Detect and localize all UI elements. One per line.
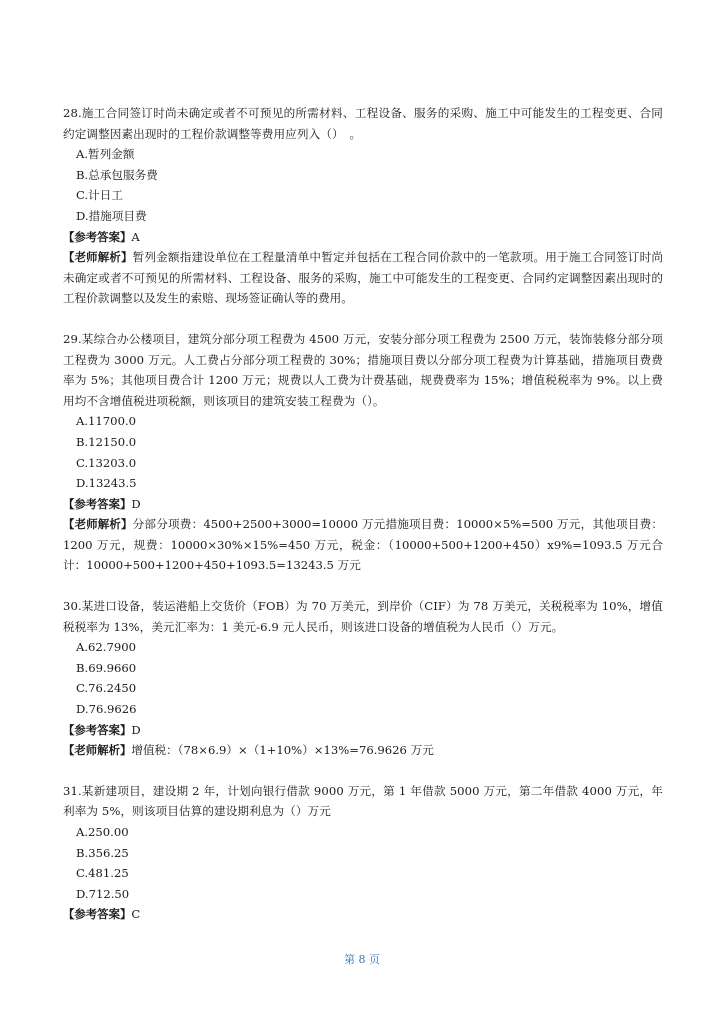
option-c: C.计日工	[76, 188, 123, 203]
option-d: D.措施项目费	[76, 208, 147, 223]
question-stem: 31.某新建项目，建设期 2 年，计划向银行借款 9000 万元，第 1 年借款 5000 万元，第二年借款 4000 万元，年利率为 5%，则该项目估算的建设期利息为（）万元	[63, 783, 663, 819]
reference-answer	[63, 904, 663, 925]
document-body	[63, 103, 663, 925]
option-list	[63, 144, 663, 226]
analysis-label: 【老师解析】	[63, 517, 133, 532]
answer-value: C	[131, 907, 141, 922]
option-b: B.356.25	[76, 845, 129, 860]
option-a: A.11700.0	[76, 414, 137, 429]
analysis-label: 【老师解析】	[63, 250, 133, 265]
analysis-text: 分部分项费：4500+2500+3000=10000 万元措施项目费：10000×5%=500 万元，其他项目费：1200 万元，规费：10000×30%×15%=450 万元，税金：（10000+500+1200+450）x9%=1093.5 万元合计：10000+500+1200+450+1093.5=13243.5 万元	[63, 517, 663, 573]
answer-value: D	[131, 722, 141, 737]
reference-answer	[63, 720, 663, 741]
page-number: 第 8 页	[344, 953, 380, 966]
option-a: A.暂列金额	[76, 147, 135, 162]
reference-answer	[63, 227, 663, 248]
question-stem: 29.某综合办公楼项目，建筑分部分项工程费为 4500 万元，安装分部分项工程费为 2500 万元，装饰装修分部分项工程费为 3000 万元。人工费占分部分项工程费的 30%；措施项目费以分部分项工程费为计算基础，措施项目费费率为 5%；其他项目费合计 1200 万元；规费以人工费为计费基础，规费费率为 15%；增值税税率为 9%。以上费用均不含增值税进项税额，则该项目的建筑安装工程费为（）。	[63, 331, 663, 408]
question-28	[63, 103, 663, 309]
answer-label: 【参考答案】	[63, 907, 132, 922]
option-b: B.总承包服务费	[76, 167, 158, 182]
analysis-text: 增值税：（78×6.9）×（1+10%）×13%=76.9626 万元	[131, 743, 434, 758]
teacher-analysis	[63, 514, 663, 576]
question-stem: 28.施工合同签订时尚未确定或者不可预见的所需材料、工程设备、服务的采购、施工中可能发生的工程变更、合同约定调整因素出现时的工程价款调整等费用应列入（） 。	[63, 106, 663, 141]
teacher-analysis	[63, 740, 663, 761]
question-30	[63, 596, 663, 761]
option-a: A.62.7900	[76, 640, 137, 655]
answer-label: 【参考答案】	[63, 722, 132, 737]
option-b: B.12150.0	[76, 434, 137, 449]
option-list	[63, 822, 663, 904]
teacher-analysis	[63, 247, 663, 309]
answer-value: D	[131, 496, 141, 511]
question-stem: 30.某进口设备，装运港船上交货价（FOB）为 70 万美元，到岸价（CIF）为 78 万美元，关税税率为 10%，增值税税率为 13%，美元汇率为：1 美元-6.9 元人民币，则该进口设备的增值税为人民币（）万元。	[63, 599, 663, 634]
option-d: D.13243.5	[76, 476, 137, 491]
reference-answer	[63, 494, 663, 515]
answer-value: A	[131, 229, 140, 244]
option-list	[63, 411, 663, 493]
answer-label: 【参考答案】	[63, 229, 132, 244]
question-29	[63, 329, 663, 576]
option-list	[63, 637, 663, 719]
option-d: D.712.50	[76, 886, 130, 901]
option-d: D.76.9626	[76, 702, 137, 717]
option-c: C.76.2450	[76, 681, 137, 696]
analysis-text: 暂列金额指建设单位在工程量清单中暂定并包括在工程合同价款中的一笔款项。用于施工合同签订时尚未确定或者不可预见的所需材料、工程设备、服务的采购，施工中可能发生的工程变更、合同约定调整因素出现时的工程价款调整以及发生的索赔、现场签证确认等的费用。	[63, 250, 663, 306]
analysis-label: 【老师解析】	[63, 743, 132, 758]
option-c: C.481.25	[76, 866, 129, 881]
answer-label: 【参考答案】	[63, 496, 132, 511]
option-c: C.13203.0	[76, 455, 137, 470]
question-31	[63, 781, 663, 925]
option-a: A.250.00	[76, 825, 129, 839]
option-b: B.69.9660	[76, 660, 137, 675]
